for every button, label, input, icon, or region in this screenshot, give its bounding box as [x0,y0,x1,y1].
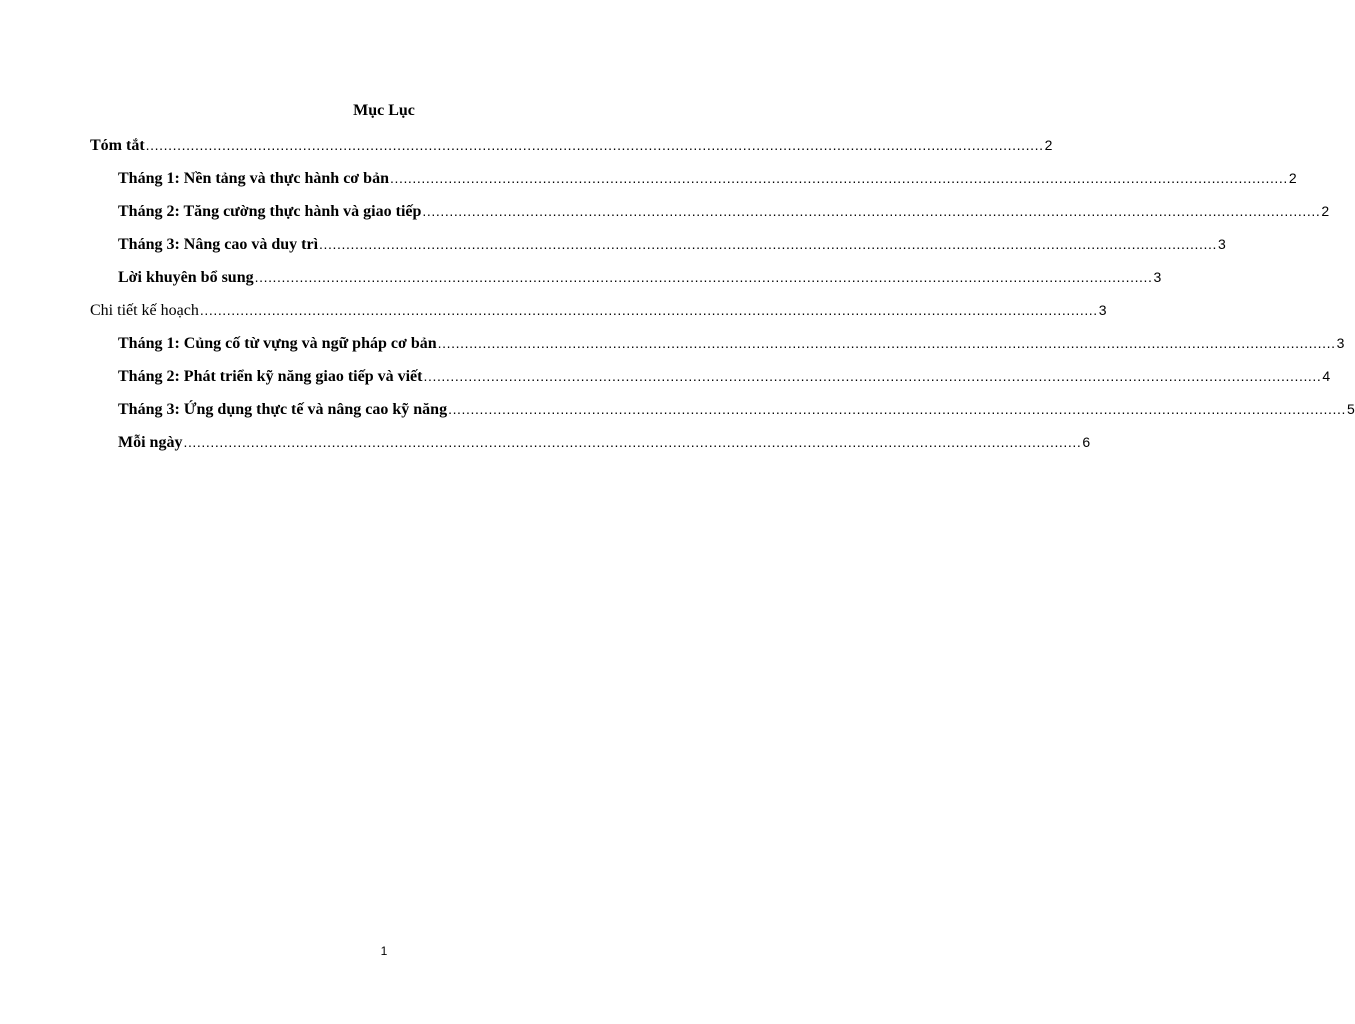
toc-leader-dots: ........................................................................................................................................................................................................ [389,170,1288,186]
toc-entry-page: 2 [1044,137,1053,153]
toc-list [90,134,1355,464]
toc-entry-tom-tat[interactable] [90,134,1053,167]
toc-title: Mục Lục [353,102,415,119]
toc-leader-dots: ........................................................................................................................................................................................................ [319,236,1217,252]
toc-leader-dots: ........................................................................................................................................................................................................ [145,137,1044,153]
toc-entry-thang-1-cung-co[interactable] [90,332,1345,365]
toc-entry-page: 3 [1153,269,1162,285]
toc-entry-page: 5 [1347,401,1355,417]
toc-entry-thang-1-nen-tang[interactable] [90,167,1297,200]
toc-entry-label: Lời khuyên bổ sung [118,269,254,286]
toc-entry-thang-2-tang-cuong[interactable] [90,200,1330,233]
toc-entry-chi-tiet[interactable] [90,299,1107,332]
toc-leader-dots: ........................................................................................................................................................................................................ [199,302,1098,318]
toc-entry-page: 2 [1288,170,1297,186]
toc-leader-dots: ........................................................................................................................................................................................................ [183,434,1082,450]
toc-entry-label: Mỗi ngày [118,434,183,451]
toc-leader-dots: ........................................................................................................................................................................................................ [423,368,1322,384]
toc-entry-moi-ngay[interactable] [90,431,1091,464]
toc-entry-page: 2 [1321,203,1330,219]
toc-entry-page: 3 [1336,335,1345,351]
toc-entry-thang-3-nang-cao[interactable] [90,233,1226,266]
toc-leader-dots: ........................................................................................................................................................................................................ [254,269,1153,285]
toc-entry-label: Tháng 1: Nền tảng và thực hành cơ bản [118,170,389,187]
toc-entry-label: Tháng 3: Ứng dụng thực tế và nâng cao kỹ năng [118,401,448,418]
toc-entry-loi-khuyen[interactable] [90,266,1162,299]
toc-entry-label: Tháng 2: Phát triển kỹ năng giao tiếp và viết [118,368,423,385]
toc-entry-thang-3-ung-dung[interactable] [90,398,1355,431]
toc-entry-label: Tóm tắt [90,137,145,154]
toc-entry-thang-2-phat-trien[interactable] [90,365,1331,398]
toc-entry-page: 3 [1098,302,1107,318]
toc-leader-dots: ........................................................................................................................................................................................................ [437,335,1336,351]
toc-entry-label: Tháng 2: Tăng cường thực hành và giao tiếp [118,203,422,220]
toc-entry-page: 3 [1217,236,1226,252]
toc-entry-page: 6 [1082,434,1091,450]
toc-leader-dots: ........................................................................................................................................................................................................ [422,203,1321,219]
toc-leader-dots: ........................................................................................................................................................................................................ [448,401,1347,417]
page-number: 1 [380,944,388,958]
toc-entry-page: 4 [1322,368,1331,384]
toc-entry-label: Tháng 1: Củng cố từ vựng và ngữ pháp cơ bản [118,335,437,352]
toc-entry-label: Chi tiết kế hoạch [90,302,199,319]
toc-entry-label: Tháng 3: Nâng cao và duy trì [118,236,319,253]
